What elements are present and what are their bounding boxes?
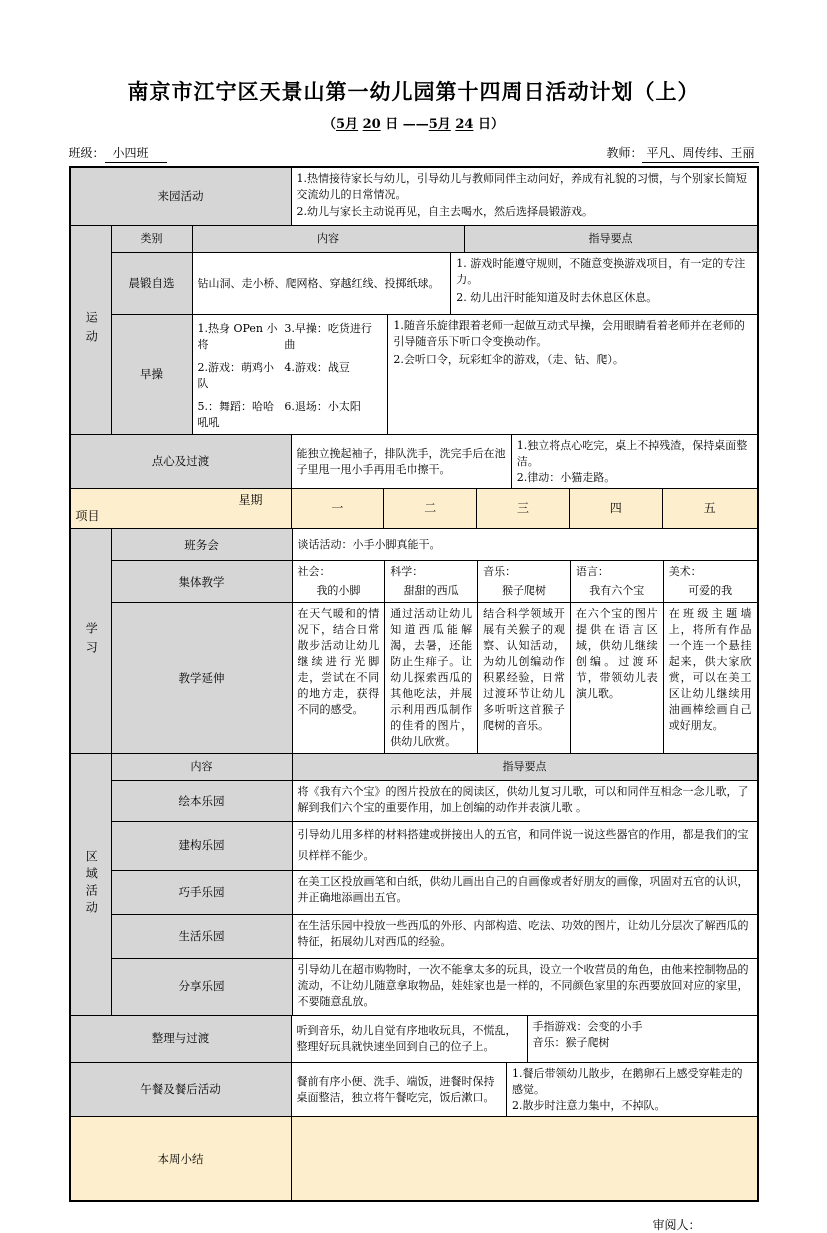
date-end-month: 5月 [428,117,451,132]
subject-fri: 美术： [668,565,702,579]
day-header-tue: 二 [383,489,476,528]
date-start-month: 5月 [336,117,359,132]
group-teaching-fri [663,561,757,602]
snack-guidance-2: 2.律动：小猫走路。 [516,470,616,484]
group-teaching-mon [292,561,385,602]
row-handcraft-corner [112,870,757,914]
extension-thu: 在六个宝的图片提供在语言区域，供幼儿继续创编。过渡环节，带领幼儿表演儿歌。 [570,603,663,752]
morning-exercise-guidance-1: 1. 游戏时能遵守规则，不随意变换游戏项目，有一定的专注力。 [456,257,746,286]
teacher-value: 平凡、周传纬、王丽 [642,144,758,163]
row-picture-book-corner [112,780,757,821]
sports-header-content: 内容 [192,226,464,252]
sports-header-category: 类别 [112,226,192,252]
class-meeting-label: 班务会 [112,529,292,560]
sharing-corner-label: 分享乐园 [112,959,292,1015]
drill-item-3: 3.早操：吃货进行曲 [284,322,372,351]
picture-book-corner-label: 绘本乐园 [112,781,292,821]
date-start-day: 20 [362,117,381,132]
row-week-header [71,488,757,528]
drill-content [192,315,388,434]
weekly-plan-table [69,166,759,1202]
arrival-line-2: 2.幼儿与家长主动说再见，自主去喝水，然后选择晨锻游戏。 [296,204,593,218]
date-end-suffix: 日 [477,117,491,132]
date-end-day: 24 [455,117,474,132]
drill-label: 早操 [112,315,192,434]
sports-section-label: 运动 [71,226,111,434]
sharing-corner-text: 引导幼儿在超市购物时，一次不能拿太多的玩具，设立一个收营员的角色，由他来控制物品的流动，不让幼儿随意拿取物品，娃娃家也是一样的，不同颜色家里的东西要放回对应的家里，不要随意乱放。 [292,959,757,1015]
week-corner-weekday: 星期 [238,493,263,508]
summary-content [291,1117,757,1200]
life-corner-label: 生活乐园 [112,915,292,958]
row-arrival [71,168,757,225]
tidy-guidance [527,1016,757,1062]
reviewer-field: 审阅人： [652,1218,701,1233]
drill-guidance-2: 2.会听口令，玩彩虹伞的游戏，（走、钻、爬）。 [393,352,624,366]
section-regional [71,753,757,1015]
tidy-label: 整理与过渡 [71,1016,291,1062]
extension-mon: 在天气暖和的情况下，结合日常散步活动让幼儿继续进行光脚走，尝试在不同的地方走，获得不同的感受。 [292,603,385,752]
section-study [71,528,757,752]
sports-body [111,226,757,434]
day-header-mon: 一 [291,489,384,528]
week-corner-project: 项目 [75,509,100,524]
date-range [0,113,827,132]
row-life-corner [112,914,757,958]
day-header-fri: 五 [662,489,757,528]
construction-corner-text: 引导幼儿用多样的材料搭建或拼接出人的五官，和同伴说一说这些器官的作用，都是我们的宝贝样样不能少。 [292,822,757,870]
summary-label: 本周小结 [157,1151,204,1166]
lunch-guidance-1: 1.餐后带领幼儿散步，在鹅卵石上感受穿鞋走的感觉。 [512,1066,743,1096]
life-corner-text: 在生活乐园中投放一些西瓜的外形、内部构造、吃法、功效的图片，让幼儿分层次了解西瓜的特征，拓展幼儿对西瓜的经验。 [292,915,757,958]
row-group-teaching [112,560,757,602]
snack-label: 点心及过渡 [71,435,291,489]
regional-header-row [112,754,757,780]
subject-name-mon: 我的小脚 [316,584,361,598]
extension-wed: 结合科学领域开展有关猴子的观察、认知活动，为幼儿创编动作积累经验，日常过渡环节让幼儿多听听这首猴子爬树的音乐。 [477,603,570,752]
group-teaching-thu [570,561,663,602]
arrival-content [291,168,757,225]
subject-name-tue: 甜甜的西瓜 [403,584,459,598]
handcraft-corner-label: 巧手乐园 [112,871,292,914]
lunch-guidance [506,1063,757,1117]
class-meeting-content: 谈话活动：小手小脚真能干。 [292,529,757,560]
tidy-guidance-2: 音乐：猴子爬树 [532,1035,610,1049]
group-teaching-wed [477,561,570,602]
group-teaching-label: 集体教学 [112,561,292,602]
row-snack [71,434,757,489]
lunch-guidance-2: 2.散步时注意力集中，不掉队。 [512,1098,666,1112]
regional-section-label: 区域活动 [71,754,111,1015]
row-morning-exercise [112,252,757,314]
drill-item-5: 5.：舞蹈：哈哈吼吼 [197,399,274,429]
regional-header-guidance: 指导要点 [292,754,757,780]
handcraft-corner-text: 在美工区投放画笔和白纸，供幼儿画出自己的自画像或者好朋友的画像，巩固对五官的认识，并正确地添画出五官。 [292,871,757,914]
subject-thu: 语言： [575,565,609,579]
sports-header-row [112,226,757,252]
week-corner-cell [71,489,291,528]
page-title: 南京市江宁区天景山第一幼儿园第十四周日活动计划（上） [127,79,700,104]
subject-name-thu: 我有六个宝 [589,584,645,598]
extension-tue: 通过活动让幼儿知道西瓜能解渴，去暑，还能防止生痱子。让幼儿探索西瓜的其他吃法，并展示利用西瓜制作的佳肴的图片，供幼儿欣赏。 [384,603,477,752]
meta-row [69,144,759,163]
picture-book-corner-text: 将《我有六个宝》的图片投放在的阅读区，供幼儿复习儿歌，可以和同伴互相念一念儿歌，了解到我们六个宝的重要作用，加上创编的动作并表演儿歌 。 [292,781,757,821]
extension-label: 教学延伸 [112,603,292,752]
morning-exercise-label: 晨锻自选 [112,253,192,314]
morning-exercise-guidance [450,253,756,314]
subject-tue: 科学： [390,565,424,579]
extension-fri: 在班级主题墙上，将所有作品一个连一个悬挂起来，供大家欣赏，可以在美工区让幼儿继续用油画棒绘画自己或好朋友。 [663,603,757,752]
subject-name-fri: 可爱的我 [688,584,733,598]
teacher-field [606,144,758,163]
drill-item-4: 4.游戏：战豆 [284,360,350,374]
drill-item-2: 2.游戏：萌鸡小队 [197,360,274,390]
drill-item-1: 1.热身 OPen 小将 [197,322,278,351]
subject-mon: 社会： [297,565,331,579]
drill-guidance-1: 1.随音乐旋律跟着老师一起做互动式早操，会用眼睛看着老师并在老师的引导随音乐下听口令变换动作。 [393,319,745,348]
construction-corner-label: 建构乐园 [112,822,292,870]
lunch-label: 午餐及餐后活动 [71,1063,291,1117]
row-lunch [71,1062,757,1117]
group-teaching-tue [384,561,477,602]
row-class-meeting [112,529,757,560]
date-close-paren: ） [490,117,504,132]
morning-exercise-content: 钻山洞、走小桥、爬网格、穿越红线、投掷纸球。 [192,253,451,314]
class-field [69,144,167,163]
study-section-label: 学习 [71,529,111,752]
arrival-line-1: 1.热情接待家长与幼儿，引导幼儿与教师同伴主动问好，养成有礼貌的习惯，与个别家长简短交流幼儿的日常情况。 [296,172,747,201]
lunch-content: 餐前有序小便、洗手、端饭，进餐时保持桌面整洁，独立将午餐吃完，饭后漱口。 [291,1063,507,1117]
day-header-wed: 三 [476,489,569,528]
subject-name-wed: 猴子爬树 [501,584,546,598]
row-drill [112,314,757,434]
regional-body [111,754,757,1015]
class-value: 小四班 [105,144,167,163]
row-summary [71,1116,757,1200]
tidy-content: 听到音乐，幼儿自觉有序地收玩具，不慌乱，整理好玩具就快速坐回到自己的位子上。 [291,1016,527,1062]
snack-content: 能独立挽起袖子，排队洗手，洗完手后在池子里甩一甩小手再用毛巾擦干。 [291,435,511,489]
row-sharing-corner [112,958,757,1015]
snack-guidance [511,435,757,489]
date-dash: —— [402,117,429,132]
arrival-label: 来园活动 [71,168,291,225]
snack-guidance-1: 1.独立将点心吃完，桌上不掉残渣，保持桌面整洁。 [516,438,748,468]
drill-guidance [387,315,756,434]
drill-item-6: 6.退场：小太阳 [284,399,361,413]
row-construction-corner [112,821,757,870]
class-label: 班级： [68,146,105,160]
date-start-suffix: 日 [385,117,399,132]
teacher-label: 教师： [606,146,643,160]
regional-header-content: 内容 [112,754,292,780]
drill-items [198,318,383,431]
morning-exercise-guidance-2: 2. 幼儿出汗时能知道及时去休息区休息。 [456,290,658,304]
study-body [111,529,757,752]
sports-header-guidance: 指导要点 [464,226,757,252]
tidy-guidance-1: 手指游戏：会变的小手 [532,1019,643,1033]
date-open-paren: （ [323,117,337,132]
row-extension [112,602,757,752]
row-tidy [71,1015,757,1062]
section-sports [71,225,757,434]
day-header-thu: 四 [569,489,662,528]
subject-wed: 音乐： [483,565,517,579]
